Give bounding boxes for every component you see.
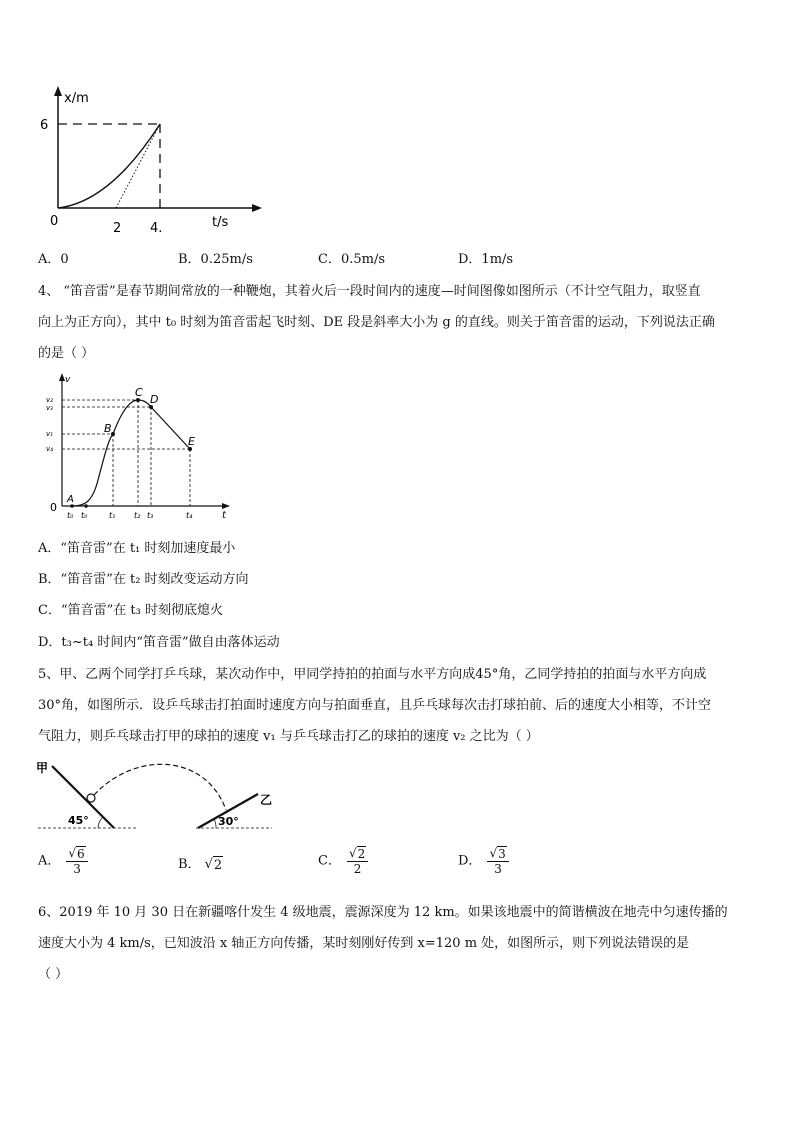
q3-option-a: A．0 [38, 252, 69, 267]
t0b-label: t₀ [81, 511, 88, 520]
trajectory [94, 764, 226, 810]
q4-stem-3: 的是（ ） [38, 346, 95, 361]
y-tick-6: 6 [40, 118, 49, 133]
v1-label: v₁ [46, 430, 53, 438]
q5-stem-2: 30°角，如图所示．设乒乓球击打拍面时速度方向与拍面垂直，且乒乓球每次击打球拍前、后的速度大小相等，不计空 [38, 698, 712, 713]
y-label: x/m [64, 91, 89, 106]
q5-option-d: D． √ 3 3 [458, 846, 509, 876]
q4-option-c: C．“笛音雷”在 t₃ 时刻彻底熄火 [38, 603, 223, 618]
vt-curve [72, 400, 190, 506]
t2-label: t₂ [134, 511, 141, 520]
q6-stem-1: 6、2019 年 10 月 30 日在新疆喀什发生 4 级地震，震源深度为 12 km。如果该地震中的简谐横波在地壳中匀速传播的 [38, 905, 728, 920]
origin: 0 [50, 214, 59, 229]
t1-label: t₁ [109, 511, 116, 520]
q4-option-a: A．“笛音雷”在 t₁ 时刻加速度最小 [38, 541, 236, 556]
x-tick-2: 2 [113, 221, 122, 236]
x-axis-arrow [252, 204, 262, 212]
t3-label: t₃ [147, 511, 154, 520]
xt-graph [30, 84, 270, 236]
q6-stem-3: （ ） [38, 967, 69, 982]
point-d: D [150, 393, 159, 406]
vt-origin: 0 [50, 501, 57, 514]
angle-30: 30° [218, 815, 239, 828]
point-b: B [104, 422, 112, 435]
v3-label: v₃ [46, 404, 53, 412]
v4-label: v₄ [46, 445, 53, 453]
point-e: E [188, 435, 195, 448]
q4-option-b: B．“笛音雷”在 t₂ 时刻改变运动方向 [38, 572, 249, 587]
q5-stem-3: 气阻力，则乒乓球击打甲的球拍的速度 v₁ 与乒乓球击打乙的球拍的速度 v₂ 之比为（ ） [38, 729, 539, 744]
q5-stem-1: 5、甲、乙两个同学打乒乓球，某次动作中，甲同学持拍的拍面与水平方向成45°角，乙同学持拍的拍面与水平方向成 [38, 667, 707, 682]
x-label: t/s [212, 215, 229, 230]
y-axis-arrow [54, 86, 62, 96]
q3-option-b: B．0.25m/s [178, 252, 253, 267]
v-axis-label: v [65, 375, 71, 385]
q4-stem-2: 向上为正方向），其中 t₀ 时刻为笛音雷起飞时刻、DE 段是斜率大小为 g 的直线。则关于笛音雷的运动，下列说法正确 [38, 315, 715, 330]
q4-stem-1: 4、 “笛音雷”是春节期间常放的一种鞭炮，其着火后一段时间内的速度—时间图像如图所示（不计空气阻力，取竖直 [38, 284, 701, 299]
ping-pong-figure [36, 758, 276, 832]
t-axis-arrow [222, 503, 230, 509]
q5-option-c: C． √ 2 2 [318, 846, 368, 876]
x-tick-4: 4. [150, 221, 163, 236]
v2-label: v₂ [46, 396, 53, 404]
angle-45: 45° [68, 814, 89, 827]
point-a: A [67, 494, 74, 505]
curve [58, 124, 160, 208]
q3-option-c: C．0.5m/s [318, 252, 385, 267]
q5-option-a: A． √ 6 3 [38, 846, 88, 876]
angle-arc-45 [98, 817, 103, 828]
t-axis-label: t [222, 510, 226, 521]
vt-graph [38, 370, 238, 524]
q3-option-d: D．1m/s [458, 252, 514, 267]
ball-icon [87, 794, 95, 802]
point-c: C [135, 386, 143, 399]
tangent-dotted [116, 124, 160, 208]
label-yi: 乙 [260, 793, 273, 807]
q4-option-d: D．t₃~t₄ 时间内“笛音雷”做自由落体运动 [38, 635, 280, 650]
q5-option-b: B． √ 2 [178, 857, 223, 873]
t0a-label: t₀ [67, 511, 74, 520]
t4-label: t₄ [186, 511, 193, 520]
angle-arc-30 [214, 819, 216, 828]
q6-stem-2: 速度大小为 4 km/s，已知波沿 x 轴正方向传播，某时刻刚好传到 x=120 m 处，如图所示，则下列说法错误的是 [38, 936, 690, 951]
label-jia: 甲 [36, 761, 49, 775]
